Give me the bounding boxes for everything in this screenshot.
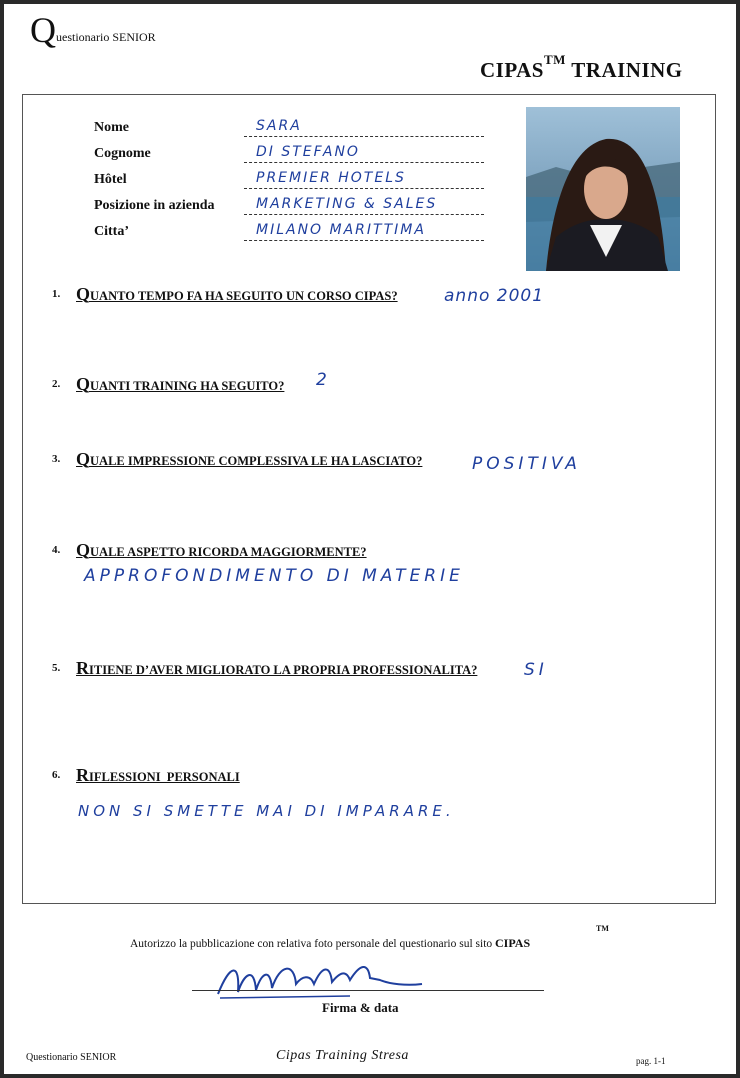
- question-3-answer: POSITIVA: [472, 454, 581, 474]
- city-label: Citta’: [94, 224, 129, 239]
- question-2-number: 2.: [52, 378, 61, 390]
- brand-name: CIPAS: [480, 58, 544, 82]
- question-1-number: 1.: [52, 288, 61, 300]
- brand-tm: TM: [543, 52, 566, 67]
- name-value: SARA: [256, 118, 302, 134]
- brand-title: [480, 52, 683, 83]
- question-2-answer: 2: [316, 370, 329, 390]
- city-value: MILANO MARITTIMA: [256, 222, 426, 238]
- name-field[interactable]: [244, 114, 484, 137]
- form-title: uestionario SENIOR: [56, 30, 156, 44]
- form-title-initial: Q: [30, 10, 56, 50]
- hotel-value: PREMIER HOTELS: [256, 170, 406, 186]
- brand-suffix: TRAINING: [571, 58, 683, 82]
- consent-text: Autorizzo la pubblicazione con relativa foto personale del questionario sul sito CIPAS: [130, 936, 531, 950]
- question-6-text: RIFLESSIONI PERSONALI: [76, 765, 240, 785]
- question-1-text: QUANTO TEMPO FA HA SEGUITO UN CORSO CIPAS?: [76, 284, 398, 304]
- questionnaire-page: [4, 4, 736, 1074]
- question-5-number: 5.: [52, 662, 61, 674]
- handwritten-signature: [210, 954, 440, 1004]
- question-4-text: QUALE ASPETTO RICORDA MAGGIORMENTE?: [76, 540, 367, 560]
- question-4-answer: APPROFONDIMENTO DI MATERIE: [84, 566, 464, 586]
- footer-center: Cipas Training Stresa: [276, 1048, 409, 1063]
- surname-field[interactable]: [244, 140, 484, 163]
- portrait-illustration: [526, 107, 680, 271]
- portrait-photo: [526, 107, 680, 271]
- question-2-text: QUANTI TRAINING HA SEGUITO?: [76, 374, 285, 394]
- position-value: MARKETING & SALES: [256, 196, 438, 212]
- hotel-label: Hôtel: [94, 172, 127, 187]
- surname-label: Cognome: [94, 146, 151, 161]
- signature-caption: Firma & data: [322, 1000, 399, 1015]
- signature-line: [192, 990, 544, 991]
- question-5-answer: SI: [524, 660, 548, 680]
- hotel-field[interactable]: [244, 166, 484, 189]
- city-field[interactable]: [244, 218, 484, 241]
- surname-value: DI STEFANO: [256, 144, 360, 160]
- question-4-number: 4.: [52, 544, 61, 556]
- footer-page: pag. 1-1: [636, 1056, 666, 1066]
- footer-left: Questionario SENIOR: [26, 1052, 117, 1063]
- question-6-answer: NON SI SMETTE MAI DI IMPARARE.: [78, 802, 455, 820]
- question-3-number: 3.: [52, 453, 61, 465]
- question-5-text: RITIENE D’AVER MIGLIORATO LA PROPRIA PROFESSIONALITA?: [76, 658, 478, 678]
- consent-tm: TM: [596, 924, 609, 933]
- question-6-number: 6.: [52, 769, 61, 781]
- position-field[interactable]: [244, 192, 484, 215]
- question-1-answer: anno 2001: [444, 286, 545, 306]
- question-3-text: QUALE IMPRESSIONE COMPLESSIVA LE HA LASCIATO?: [76, 449, 423, 469]
- position-label: Posizione in azienda: [94, 198, 215, 213]
- name-label: Nome: [94, 120, 129, 135]
